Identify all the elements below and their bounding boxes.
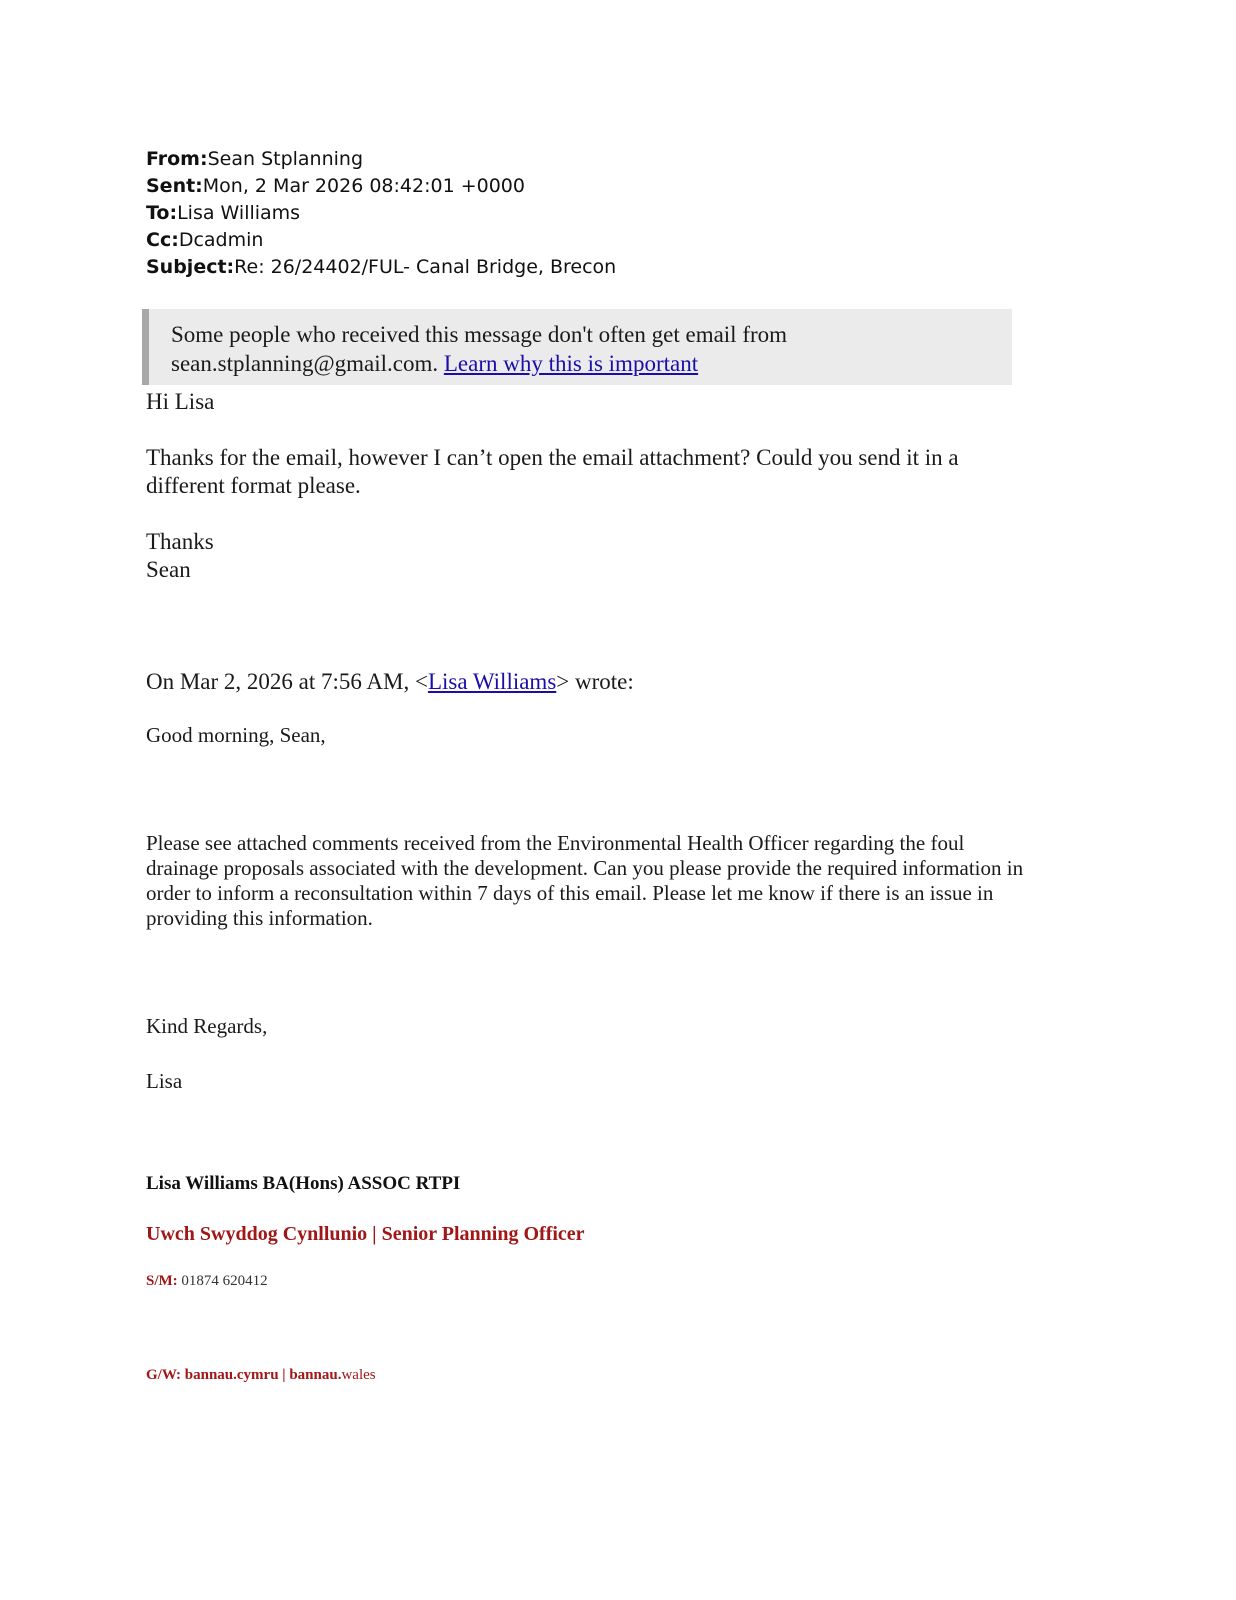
to-value: Lisa Williams: [177, 202, 301, 224]
notice-line-2: [171, 349, 1012, 378]
subject-row: [146, 254, 616, 281]
quoted-paragraph: [146, 831, 1023, 931]
signature-web-value[interactable]: bannau.cymru | bannau.: [184, 1367, 342, 1383]
reply-signoff: [146, 528, 214, 584]
quoted-intro-suffix: > wrote:: [556, 669, 634, 694]
quoted-paragraph-line-2: drainage proposals associated with the development. Can you please provide the required information in: [146, 856, 1024, 880]
quoted-paragraph-line-3: order to inform a reconsultation within 7 days of this email. Please let me know if there is an issue in: [146, 881, 994, 905]
signature-phone-value: 01874 620412: [181, 1273, 268, 1289]
quoted-greeting: Good morning, Sean,: [146, 723, 326, 747]
email-headers: [146, 146, 616, 281]
signature-phone: [146, 1273, 268, 1290]
sent-row: [146, 173, 616, 200]
reply-closing: Thanks: [146, 529, 214, 554]
quoted-name: Lisa: [146, 1069, 183, 1093]
from-value: Sean Stplanning: [207, 148, 364, 170]
signature-name: Lisa Williams BA(Hons) ASSOC RTPI: [146, 1173, 461, 1194]
subject-label: Subject:: [146, 256, 235, 278]
reply-paragraph: [146, 444, 959, 500]
reply-name: Sean: [146, 557, 191, 582]
to-row: [146, 200, 616, 227]
reply-greeting: Hi Lisa: [146, 389, 215, 414]
external-sender-notice: [142, 309, 1012, 385]
to-label: To:: [146, 202, 178, 224]
reply-paragraph-line-2: different format please.: [146, 473, 361, 498]
signature-web-suffix[interactable]: wales: [341, 1367, 376, 1383]
from-row: [146, 146, 616, 173]
quoted-sender-link[interactable]: Lisa Williams: [427, 669, 557, 694]
subject-value: Re: 26/24402/FUL- Canal Bridge, Brecon: [234, 256, 617, 278]
quoted-intro-prefix: On Mar 2, 2026 at 7:56 AM, <: [146, 669, 428, 694]
learn-why-link[interactable]: Learn why this is important: [443, 351, 699, 376]
signature-web-label: G/W:: [146, 1367, 182, 1383]
signature-title: Uwch Swyddog Cynllunio | Senior Planning Officer: [146, 1223, 585, 1245]
signature-web: [146, 1367, 376, 1384]
cc-value: Dcadmin: [178, 229, 264, 251]
from-label: From:: [146, 148, 208, 170]
sent-label: Sent:: [146, 175, 203, 197]
cc-row: [146, 227, 616, 254]
signature-phone-label: S/M:: [146, 1273, 178, 1289]
quoted-intro: [146, 668, 634, 696]
notice-line-1: Some people who received this message don't often get email from: [171, 322, 788, 347]
quoted-closing: Kind Regards,: [146, 1014, 268, 1038]
sent-value: Mon, 2 Mar 2026 08:42:01 +0000: [202, 175, 525, 197]
cc-label: Cc:: [146, 229, 179, 251]
reply-paragraph-line-1: Thanks for the email, however I can’t open the email attachment? Could you send it in a: [146, 445, 959, 470]
notice-sender-email: sean.stplanning@gmail.com.: [171, 351, 439, 376]
quoted-paragraph-line-1: Please see attached comments received from the Environmental Health Officer regarding the foul: [146, 831, 965, 855]
quoted-paragraph-line-4: providing this information.: [146, 906, 373, 930]
